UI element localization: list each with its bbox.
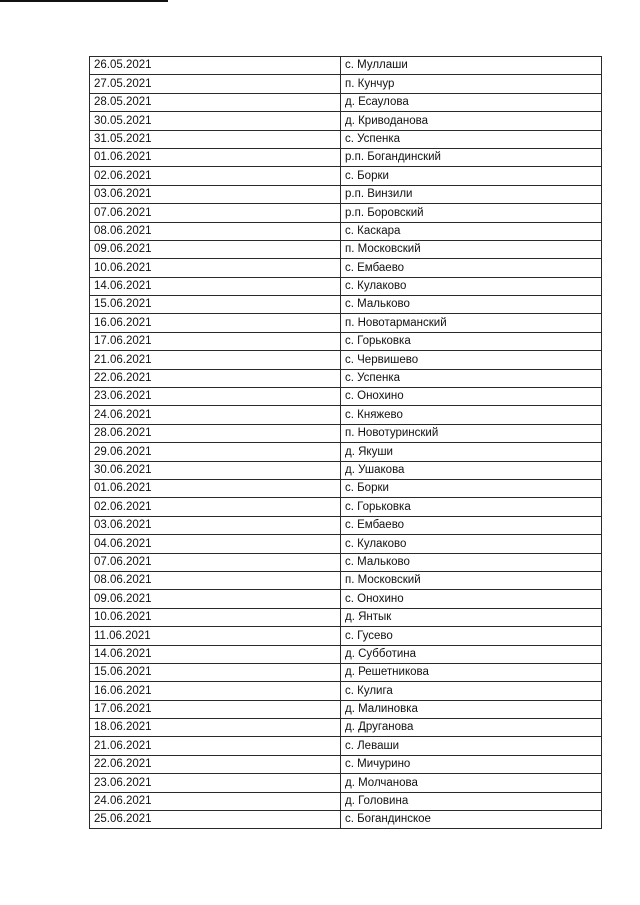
date-cell: 10.06.2021 xyxy=(90,608,341,626)
place-cell: п. Московский xyxy=(341,571,602,589)
table-row xyxy=(90,811,602,829)
date-cell: 28.06.2021 xyxy=(90,424,341,442)
place-cell: с. Онохино xyxy=(341,388,602,406)
date-cell: 02.06.2021 xyxy=(90,498,341,516)
table-row xyxy=(90,461,602,479)
date-cell: 26.05.2021 xyxy=(90,57,341,75)
date-cell: 03.06.2021 xyxy=(90,185,341,203)
date-cell: 09.06.2021 xyxy=(90,240,341,258)
date-cell: 11.06.2021 xyxy=(90,627,341,645)
table-row xyxy=(90,240,602,258)
place-cell: п. Московский xyxy=(341,240,602,258)
table-row xyxy=(90,369,602,387)
schedule-table xyxy=(89,56,602,829)
date-cell: 22.06.2021 xyxy=(90,755,341,773)
date-cell: 17.06.2021 xyxy=(90,700,341,718)
table-row xyxy=(90,498,602,516)
place-cell: д. Друганова xyxy=(341,719,602,737)
table-row xyxy=(90,314,602,332)
place-cell: с. Борки xyxy=(341,479,602,497)
date-cell: 23.06.2021 xyxy=(90,388,341,406)
date-cell: 22.06.2021 xyxy=(90,369,341,387)
table-row xyxy=(90,93,602,111)
table-row xyxy=(90,406,602,424)
table-row xyxy=(90,222,602,240)
schedule-table-body xyxy=(90,57,602,829)
place-cell: с. Ембаево xyxy=(341,516,602,534)
date-cell: 01.06.2021 xyxy=(90,479,341,497)
place-cell: с. Муллаши xyxy=(341,57,602,75)
date-cell: 16.06.2021 xyxy=(90,314,341,332)
date-cell: 09.06.2021 xyxy=(90,590,341,608)
date-cell: 24.06.2021 xyxy=(90,792,341,810)
table-row xyxy=(90,516,602,534)
page-top-mark xyxy=(0,0,168,2)
place-cell: д. Субботина xyxy=(341,645,602,663)
date-cell: 29.06.2021 xyxy=(90,443,341,461)
place-cell: с. Каскара xyxy=(341,222,602,240)
table-row xyxy=(90,571,602,589)
date-cell: 25.06.2021 xyxy=(90,811,341,829)
date-cell: 15.06.2021 xyxy=(90,296,341,314)
place-cell: с. Богандинское xyxy=(341,811,602,829)
place-cell: р.п. Боровский xyxy=(341,204,602,222)
place-cell: с. Мальково xyxy=(341,296,602,314)
place-cell: д. Молчанова xyxy=(341,774,602,792)
table-row xyxy=(90,792,602,810)
date-cell: 08.06.2021 xyxy=(90,571,341,589)
date-cell: 14.06.2021 xyxy=(90,277,341,295)
place-cell: д. Якуши xyxy=(341,443,602,461)
table-row xyxy=(90,627,602,645)
date-cell: 21.06.2021 xyxy=(90,737,341,755)
date-cell: 24.06.2021 xyxy=(90,406,341,424)
place-cell: д. Есаулова xyxy=(341,93,602,111)
date-cell: 08.06.2021 xyxy=(90,222,341,240)
place-cell: п. Новотарманский xyxy=(341,314,602,332)
place-cell: д. Криводанова xyxy=(341,112,602,130)
date-cell: 18.06.2021 xyxy=(90,719,341,737)
place-cell: с. Мальково xyxy=(341,553,602,571)
date-cell: 27.05.2021 xyxy=(90,75,341,93)
table-row xyxy=(90,277,602,295)
table-row xyxy=(90,608,602,626)
place-cell: с. Кулаково xyxy=(341,277,602,295)
date-cell: 28.05.2021 xyxy=(90,93,341,111)
place-cell: с. Успенка xyxy=(341,369,602,387)
date-cell: 30.05.2021 xyxy=(90,112,341,130)
place-cell: д. Янтык xyxy=(341,608,602,626)
place-cell: с. Успенка xyxy=(341,130,602,148)
table-row xyxy=(90,682,602,700)
place-cell: д. Малиновка xyxy=(341,700,602,718)
date-cell: 14.06.2021 xyxy=(90,645,341,663)
place-cell: с. Ембаево xyxy=(341,259,602,277)
date-cell: 07.06.2021 xyxy=(90,204,341,222)
date-cell: 21.06.2021 xyxy=(90,351,341,369)
place-cell: с. Кулига xyxy=(341,682,602,700)
date-cell: 31.05.2021 xyxy=(90,130,341,148)
table-row xyxy=(90,75,602,93)
place-cell: с. Горьковка xyxy=(341,498,602,516)
place-cell: д. Решетникова xyxy=(341,663,602,681)
table-row xyxy=(90,424,602,442)
table-row xyxy=(90,112,602,130)
table-row xyxy=(90,774,602,792)
table-row xyxy=(90,663,602,681)
table-row xyxy=(90,259,602,277)
place-cell: п. Кунчур xyxy=(341,75,602,93)
table-row xyxy=(90,351,602,369)
place-cell: р.п. Винзили xyxy=(341,185,602,203)
table-row xyxy=(90,148,602,166)
date-cell: 15.06.2021 xyxy=(90,663,341,681)
place-cell: с. Червишево xyxy=(341,351,602,369)
table-row xyxy=(90,57,602,75)
date-cell: 30.06.2021 xyxy=(90,461,341,479)
table-row xyxy=(90,388,602,406)
table-row xyxy=(90,590,602,608)
table-row xyxy=(90,645,602,663)
date-cell: 17.06.2021 xyxy=(90,332,341,350)
date-cell: 23.06.2021 xyxy=(90,774,341,792)
table-row xyxy=(90,185,602,203)
place-cell: р.п. Богандинский xyxy=(341,148,602,166)
place-cell: с. Гусево xyxy=(341,627,602,645)
date-cell: 02.06.2021 xyxy=(90,167,341,185)
table-row xyxy=(90,700,602,718)
place-cell: д. Головина xyxy=(341,792,602,810)
table-row xyxy=(90,535,602,553)
place-cell: с. Онохино xyxy=(341,590,602,608)
table-row xyxy=(90,737,602,755)
date-cell: 16.06.2021 xyxy=(90,682,341,700)
table-row xyxy=(90,130,602,148)
place-cell: с. Борки xyxy=(341,167,602,185)
table-row xyxy=(90,167,602,185)
place-cell: с. Княжево xyxy=(341,406,602,424)
place-cell: с. Кулаково xyxy=(341,535,602,553)
table-row xyxy=(90,332,602,350)
place-cell: д. Ушакова xyxy=(341,461,602,479)
place-cell: с. Мичурино xyxy=(341,755,602,773)
date-cell: 04.06.2021 xyxy=(90,535,341,553)
table-row xyxy=(90,296,602,314)
date-cell: 01.06.2021 xyxy=(90,148,341,166)
date-cell: 10.06.2021 xyxy=(90,259,341,277)
table-row xyxy=(90,755,602,773)
table-row xyxy=(90,479,602,497)
table-row xyxy=(90,553,602,571)
place-cell: с. Леваши xyxy=(341,737,602,755)
table-row xyxy=(90,443,602,461)
place-cell: с. Горьковка xyxy=(341,332,602,350)
date-cell: 07.06.2021 xyxy=(90,553,341,571)
place-cell: п. Новотуринский xyxy=(341,424,602,442)
table-row xyxy=(90,719,602,737)
table-row xyxy=(90,204,602,222)
date-cell: 03.06.2021 xyxy=(90,516,341,534)
